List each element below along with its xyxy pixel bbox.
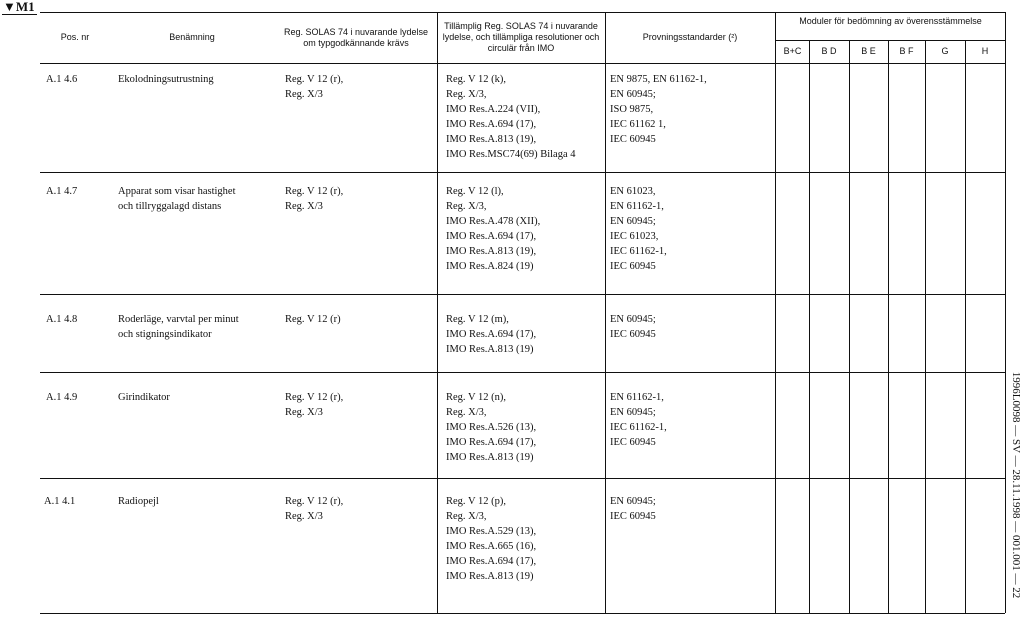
row-name: Apparat som visar hastighet och tillryggalagd distans (118, 186, 236, 212)
header-bottom-rule (40, 63, 1005, 64)
module-h: H (981, 46, 989, 56)
row-name: Ekolodningsutrustning (118, 74, 214, 85)
header-name: Benämning (169, 32, 215, 42)
column-line (1005, 12, 1006, 613)
row-reg: Reg. V 12 (r), Reg. X/3 (285, 74, 344, 100)
module-b-d: B D (821, 46, 837, 56)
header-standards: Provningsstandarder (²) (642, 32, 738, 42)
row-separator (40, 478, 1005, 479)
row-reg: Reg. V 12 (r) (285, 314, 341, 325)
header-pos: Pos. nr (60, 32, 90, 42)
row-standards: EN 61162-1, EN 60945; IEC 61162-1, IEC 60945 (610, 392, 667, 448)
column-line (925, 40, 926, 613)
row-separator (40, 172, 1005, 173)
row-standards: EN 61023, EN 61162-1, EN 60945; IEC 61023, IEC 61162-1, IEC 60945 (610, 186, 667, 272)
row-standards: EN 60945; IEC 60945 (610, 314, 656, 340)
amendment-marker: ▼M1 (3, 0, 35, 14)
row-name: Radiopejl (118, 496, 159, 507)
row-pos: A.1 4.9 (46, 392, 78, 403)
row-reg: Reg. V 12 (r), Reg. X/3 (285, 496, 344, 522)
column-line (849, 40, 850, 613)
row-standards: EN 60945; IEC 60945 (610, 496, 656, 522)
row-name: Roderläge, varvtal per minut och stigningsindikator (118, 314, 239, 340)
row-applicable: Reg. V 12 (k), Reg. X/3, IMO Res.A.224 (VII), IMO Res.A.694 (17), IMO Res.A.813 (19), IMO Res.MSC74(69) Bilaga 4 (446, 74, 576, 160)
row-pos: A.1 4.8 (46, 314, 78, 325)
row-separator (40, 372, 1005, 373)
column-line (888, 40, 889, 613)
header-modules-title: Moduler för bedömning av överensstämmelse (799, 16, 982, 26)
module-b-c: B+C (783, 46, 802, 56)
side-reference-text: 1996L0098 — SV — 28.11.1998 — 001.001 — 22 (1010, 371, 1022, 598)
side-document-reference (1008, 350, 1024, 619)
row-separator (40, 294, 1005, 295)
column-line (605, 12, 606, 613)
row-reg: Reg. V 12 (r), Reg. X/3 (285, 392, 344, 418)
table-bottom-rule (40, 613, 1005, 614)
row-applicable: Reg. V 12 (l), Reg. X/3, IMO Res.A.478 (XII), IMO Res.A.694 (17), IMO Res.A.813 (19), IMO Res.A.824 (19) (446, 186, 541, 272)
row-applicable: Reg. V 12 (p), Reg. X/3, IMO Res.A.529 (13), IMO Res.A.665 (16), IMO Res.A.694 (17), IMO Res.A.813 (19) (446, 496, 537, 582)
row-applicable: Reg. V 12 (n), Reg. X/3, IMO Res.A.526 (13), IMO Res.A.694 (17), IMO Res.A.813 (19) (446, 392, 537, 463)
module-b-e: B E (861, 46, 876, 56)
header-reg-solas: Reg. SOLAS 74 i nuvarande lydelse om typgodkännande krävs (283, 27, 429, 48)
row-pos: A.1 4.7 (46, 186, 78, 197)
top-rule (40, 12, 1005, 13)
header-applicable: Tillämplig Reg. SOLAS 74 i nuvarande lydelse, och tillämpliga resolutioner och circulär från IMO (442, 21, 600, 53)
row-name: Girindikator (118, 392, 170, 403)
column-line (809, 40, 810, 613)
row-applicable: Reg. V 12 (m), IMO Res.A.694 (17), IMO Res.A.813 (19) (446, 314, 537, 355)
column-line (775, 12, 776, 613)
row-standards: EN 9875, EN 61162-1, EN 60945; ISO 9875, IEC 61162 1, IEC 60945 (610, 74, 707, 145)
column-line (437, 12, 438, 613)
row-reg: Reg. V 12 (r), Reg. X/3 (285, 186, 344, 212)
row-pos: A.1 4.6 (46, 74, 78, 85)
row-pos: A.1 4.1 (44, 496, 76, 507)
column-line (965, 40, 966, 613)
module-g: G (941, 46, 949, 56)
module-b-f: B F (899, 46, 914, 56)
modules-header-rule (776, 40, 1005, 41)
